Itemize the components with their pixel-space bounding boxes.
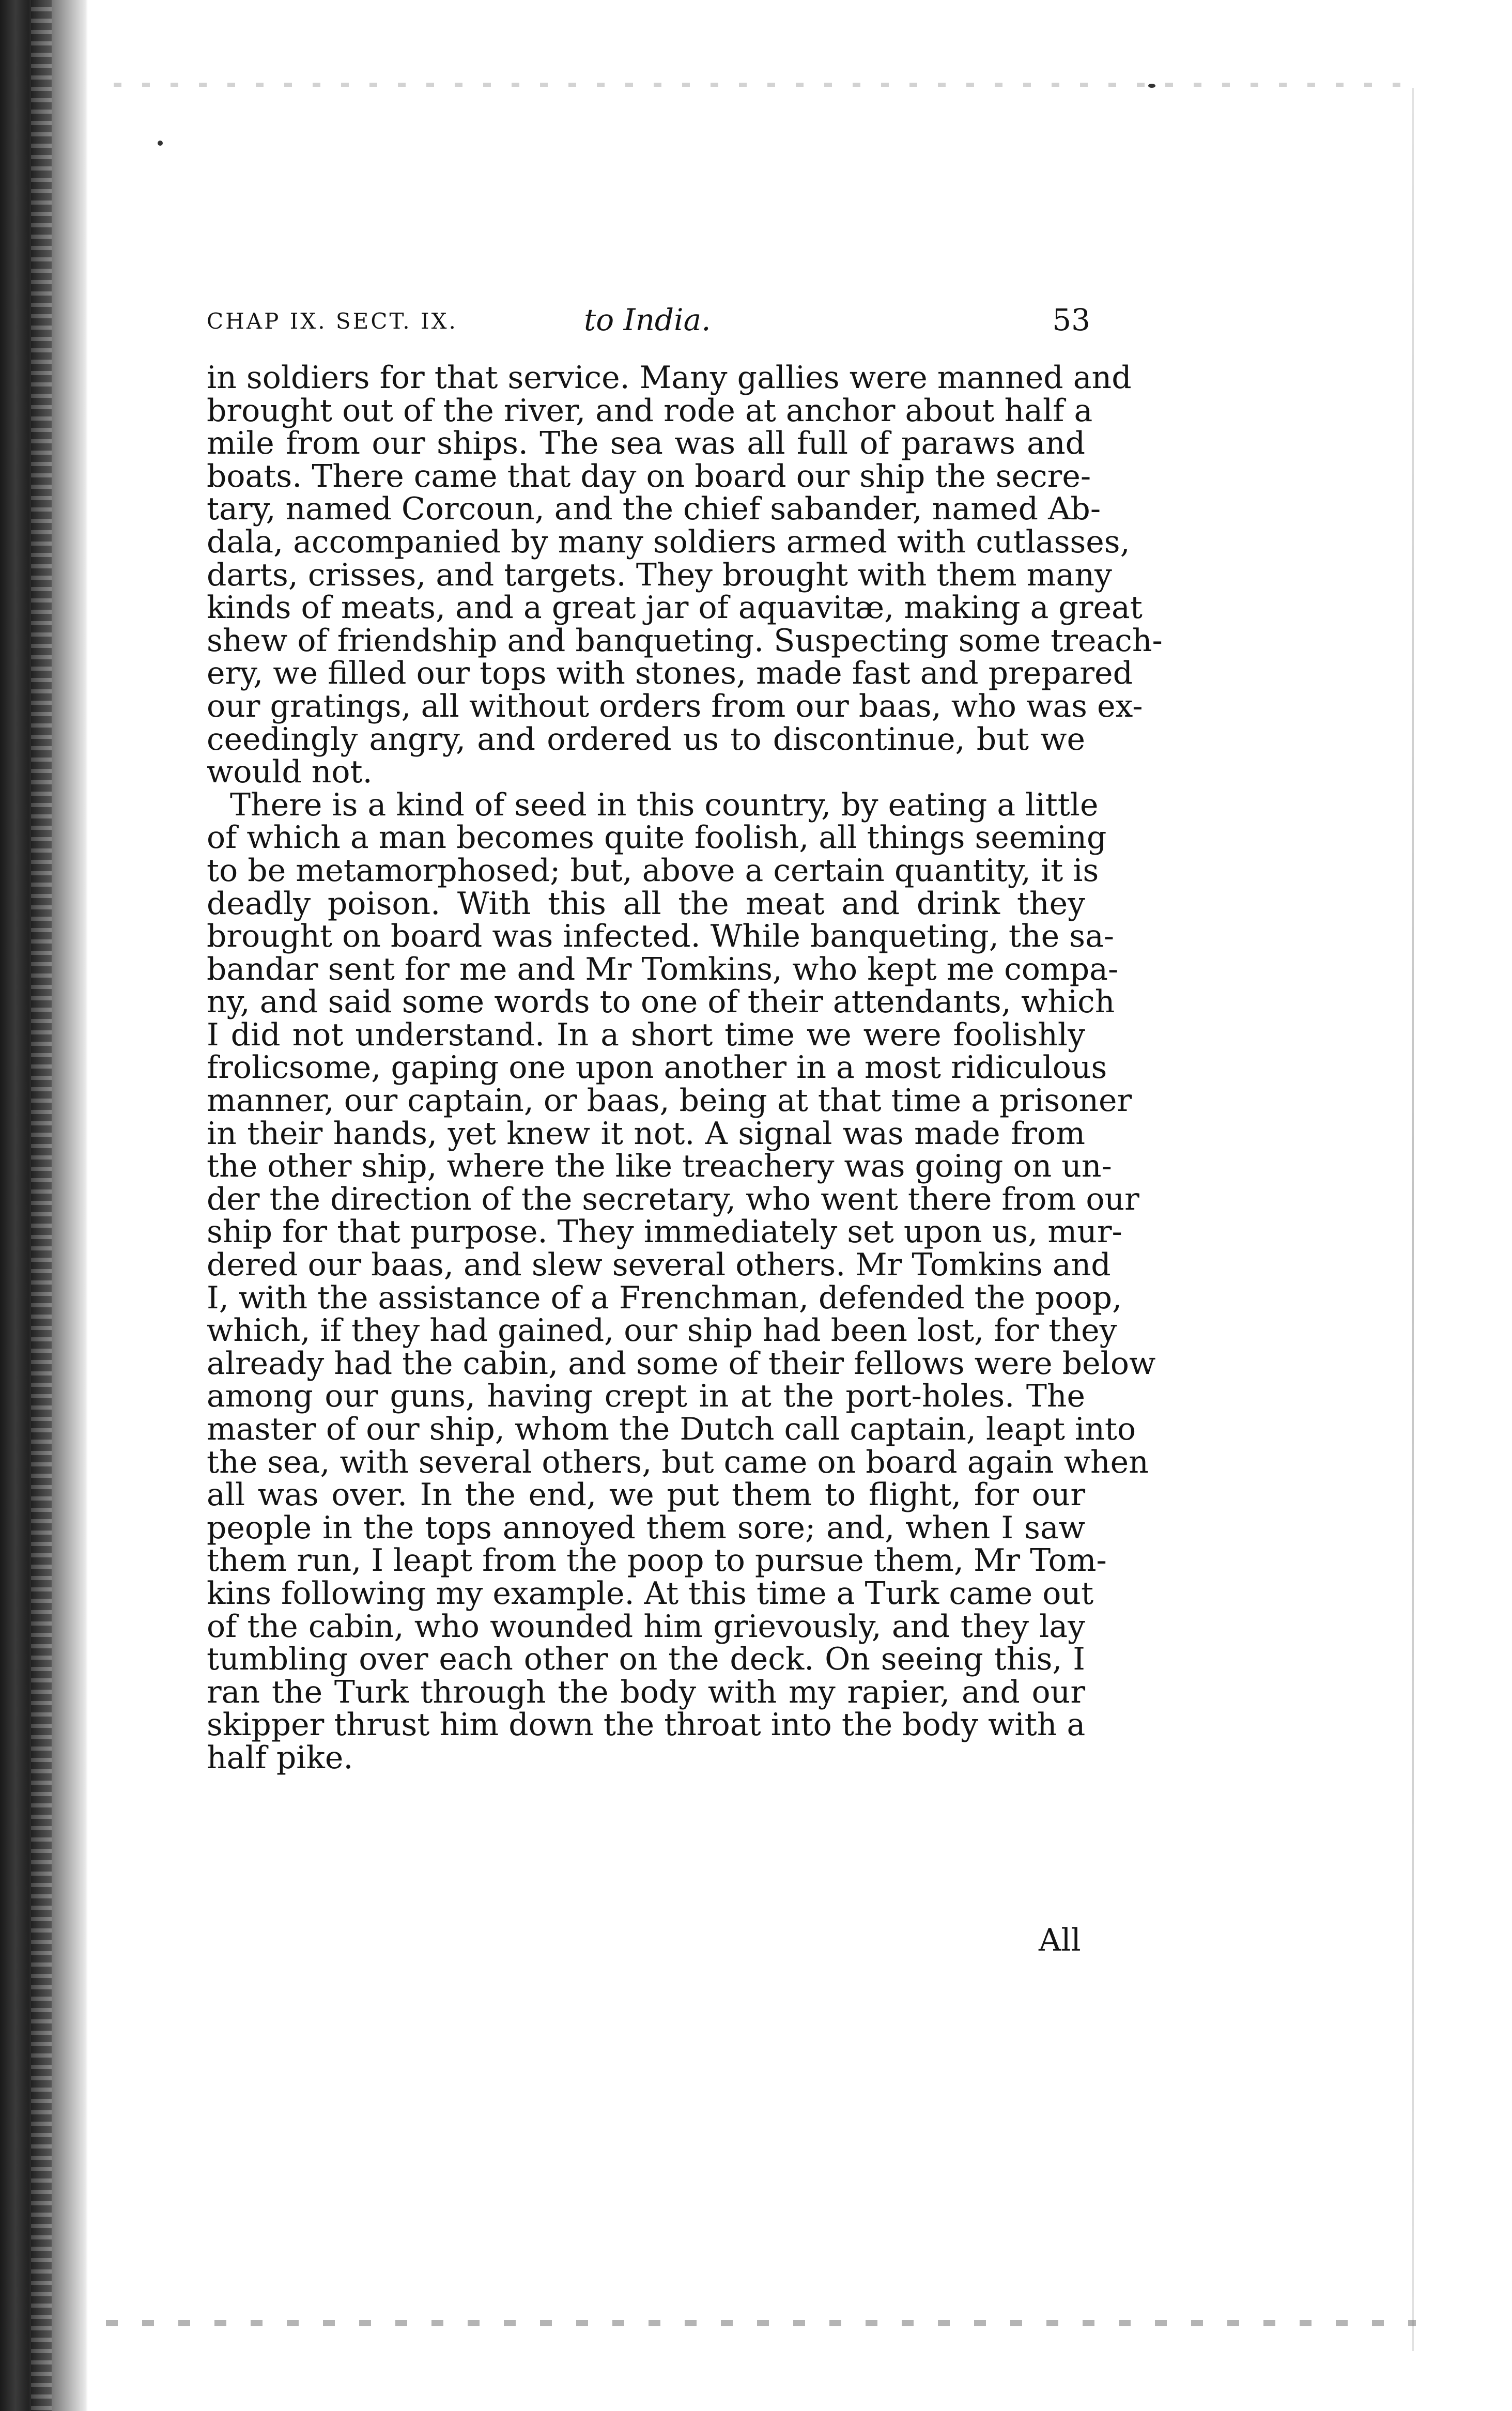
- body-text: [207, 360, 1163, 1776]
- text-line: darts, crisses, and targets. They brought with them many: [207, 557, 1112, 593]
- text-line: of the cabin, who wounded him grievously, and they lay: [207, 1608, 1085, 1645]
- text-line: manner, our captain, or baas, being at that time a prisoner: [207, 1083, 1132, 1119]
- scan-speck: [158, 141, 163, 146]
- text-line: tumbling over each other on the deck. On seeing this, I: [207, 1641, 1085, 1678]
- text-line: frolicsome, gaping one upon another in a most ridiculous: [207, 1049, 1107, 1086]
- text-line: ship for that purpose. They immediately set upon us, mur-: [207, 1214, 1122, 1250]
- text-line: dered our baas, and slew several others. Mr Tomkins and: [207, 1247, 1111, 1284]
- text-line: them run, I leapt from the poop to pursue them, Mr Tom-: [207, 1542, 1107, 1579]
- running-head-title: to India.: [584, 302, 711, 337]
- text-line: in soldiers for that service. Many gallies were manned and: [207, 360, 1132, 396]
- text-line: I, with the assistance of a Frenchman, defended the poop,: [207, 1279, 1122, 1316]
- text-line: all was over. In the end, we put them to flight, for our: [207, 1477, 1085, 1513]
- page-edge-line: [1412, 88, 1414, 2351]
- text-line: I did not understand. In a short time we were foolishly: [207, 1016, 1085, 1053]
- running-head-chapter: CHAP IX. SECT. IX.: [207, 308, 458, 334]
- text-line: dala, accompanied by many soldiers armed with cutlasses,: [207, 523, 1130, 560]
- text-line: in their hands, yet knew it not. A signal was made from: [207, 1115, 1085, 1152]
- text-line: people in the tops annoyed them sore; and, when I saw: [207, 1509, 1085, 1546]
- text-line: would not.: [207, 754, 373, 791]
- running-head: [207, 302, 1090, 344]
- text-line: ny, and said some words to one of their attendants, which: [207, 984, 1115, 1021]
- text-line: skipper thrust him down the throat into the body with a: [207, 1707, 1086, 1743]
- text-line: mile from our ships. The sea was all full of paraws and: [207, 425, 1085, 462]
- text-line: brought on board was infected. While banqueting, the sa-: [207, 918, 1115, 955]
- text-line: among our guns, having crept in at the port-holes. The: [207, 1378, 1085, 1415]
- book-binding-edge: [0, 0, 88, 2411]
- text-line: half pike.: [207, 1739, 353, 1776]
- text-line: kinds of meats, and a great jar of aquavitæ, making a great: [207, 590, 1143, 626]
- text-line: our gratings, all without orders from our baas, who was ex-: [207, 688, 1143, 724]
- text-line: boats. There came that day on board our ship the secre-: [207, 458, 1091, 494]
- text-line: the sea, with several others, but came on board again when: [207, 1444, 1149, 1480]
- text-line: brought out of the river, and rode at anchor about half a: [207, 392, 1093, 429]
- text-line: which, if they had gained, our ship had been lost, for they: [207, 1312, 1117, 1349]
- text-line: There is a kind of seed in this country, by eating a little: [230, 786, 1099, 823]
- text-line: the other ship, where the like treachery was going on un-: [207, 1148, 1112, 1185]
- text-line: ery, we filled our tops with stones, made fast and prepared: [207, 655, 1133, 692]
- scan-noise-bottom: [93, 2320, 1416, 2326]
- scan-speck: [1148, 84, 1155, 88]
- paragraph: [207, 360, 1163, 791]
- text-line: ran the Turk through the body with my rapier, and our: [207, 1674, 1085, 1710]
- text-line: shew of friendship and banqueting. Suspecting some treach-: [207, 622, 1163, 659]
- text-line: kins following my example. At this time a Turk came out: [207, 1575, 1094, 1612]
- text-line: of which a man becomes quite foolish, all things seeming: [207, 820, 1107, 856]
- text-line: deadly poison. With this all the meat and drink they: [207, 885, 1085, 922]
- catchword: All: [1039, 1922, 1081, 1958]
- text-line: bandar sent for me and Mr Tomkins, who kept me compa-: [207, 951, 1119, 987]
- text-line: to be metamorphosed; but, above a certain quantity, it is: [207, 852, 1099, 889]
- text-line: der the direction of the secretary, who went there from our: [207, 1181, 1139, 1217]
- text-line: tary, named Corcoun, and the chief sabander, named Ab-: [207, 491, 1101, 528]
- text-line: ceedingly angry, and ordered us to discontinue, but we: [207, 721, 1085, 758]
- text-line: already had the cabin, and some of their fellows were below: [207, 1345, 1156, 1382]
- paragraph: [207, 786, 1156, 1776]
- page-number: 53: [1052, 302, 1090, 337]
- scan-noise-top: [93, 83, 1416, 87]
- text-line: master of our ship, whom the Dutch call captain, leapt into: [207, 1411, 1136, 1447]
